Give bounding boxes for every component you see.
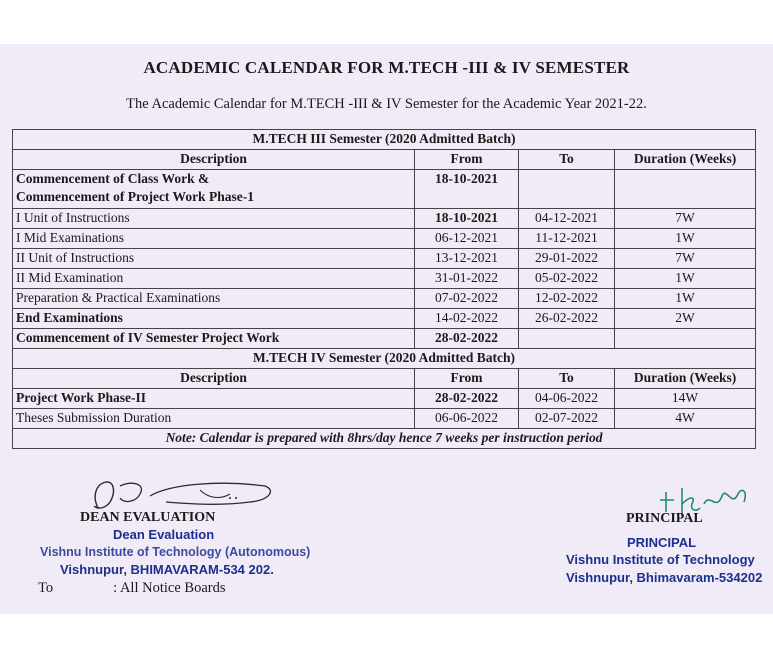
table-row [13,289,756,309]
document-title: ACADEMIC CALENDAR FOR M.TECH -III & IV SEMESTER [143,58,630,77]
col-from: From [415,150,519,170]
row-duration: 7W [615,249,756,269]
row-duration: 2W [615,309,756,329]
row-to [519,329,615,349]
row-to: 12-02-2022 [519,289,615,309]
col-duration: Duration (Weeks) [615,369,756,389]
row-from: 18-10-2021 [415,209,519,229]
note-row [13,429,756,449]
row-description: II Unit of Instructions [13,249,415,269]
dean-stamp-line2: Vishnu Institute of Technology (Autonomous) [40,545,311,559]
to-label: To [38,580,54,596]
intro-text: The Academic Calendar for M.TECH -III & IV Semester for the Academic Year 2021-22. [126,96,647,112]
table-row [13,170,756,209]
dean-title: DEAN EVALUATION [80,510,216,525]
row-description-line2: Commencement of Project Work Phase-1 [16,189,254,204]
row-from: 06-06-2022 [415,409,519,429]
row-duration [615,170,756,209]
calendar-note: Note: Calendar is prepared with 8hrs/day hence 7 weeks per instruction period [13,429,756,449]
sem4-heading: M.TECH IV Semester (2020 Admitted Batch) [13,349,756,369]
calendar-table [12,129,756,449]
table-header-row [13,369,756,389]
section-header-sem3 [13,130,756,150]
col-to: To [519,150,615,170]
sem3-heading: M.TECH III Semester (2020 Admitted Batch) [13,130,756,150]
table-row [13,229,756,249]
row-from: 18-10-2021 [415,170,519,209]
dean-stamp-line3: Vishnupur, BHIMAVARAM-534 202. [60,562,274,577]
row-from: 07-02-2022 [415,289,519,309]
row-to: 26-02-2022 [519,309,615,329]
row-description: I Unit of Instructions [13,209,415,229]
row-to: 04-12-2021 [519,209,615,229]
row-from: 13-12-2021 [415,249,519,269]
col-description: Description [13,150,415,170]
table-row [13,249,756,269]
row-to: 29-01-2022 [519,249,615,269]
table-row [13,389,756,409]
to-value: : All Notice Boards [113,580,226,596]
table-row [13,309,756,329]
col-from: From [415,369,519,389]
col-description: Description [13,369,415,389]
principal-stamp-line1: PRINCIPAL [627,535,697,550]
row-to: 04-06-2022 [519,389,615,409]
principal-title: PRINCIPAL [626,511,703,526]
row-description-line1: Commencement of Class Work & [16,171,210,186]
row-description: Project Work Phase-II [13,389,415,409]
row-duration: 7W [615,209,756,229]
row-duration: 14W [615,389,756,409]
row-from: 31-01-2022 [415,269,519,289]
row-description: Preparation & Practical Examinations [13,289,415,309]
col-to: To [519,369,615,389]
row-from: 14-02-2022 [415,309,519,329]
table-header-row [13,150,756,170]
distribution-line [38,580,225,597]
row-description: I Mid Examinations [13,229,415,249]
row-to: 05-02-2022 [519,269,615,289]
row-to: 11-12-2021 [519,229,615,249]
row-from: 28-02-2022 [415,389,519,409]
row-description: End Examinations [13,309,415,329]
principal-stamp-line2: Vishnu Institute of Technology [566,552,755,567]
row-duration: 1W [615,289,756,309]
row-duration: 1W [615,269,756,289]
table-row [13,329,756,349]
dean-stamp-line1: Dean Evaluation [113,527,215,542]
row-description: II Mid Examination [13,269,415,289]
table-row [13,409,756,429]
row-duration: 1W [615,229,756,249]
col-duration: Duration (Weeks) [615,150,756,170]
row-to [519,170,615,209]
table-row [13,269,756,289]
row-from: 28-02-2022 [415,329,519,349]
row-from: 06-12-2021 [415,229,519,249]
row-to: 02-07-2022 [519,409,615,429]
row-duration: 4W [615,409,756,429]
row-description: Commencement of IV Semester Project Work [13,329,415,349]
section-header-sem4 [13,349,756,369]
principal-stamp-line3: Vishnupur, Bhimavaram-534202 [566,570,763,585]
row-duration [615,329,756,349]
row-description [13,170,415,209]
row-description: Theses Submission Duration [13,409,415,429]
table-row [13,209,756,229]
